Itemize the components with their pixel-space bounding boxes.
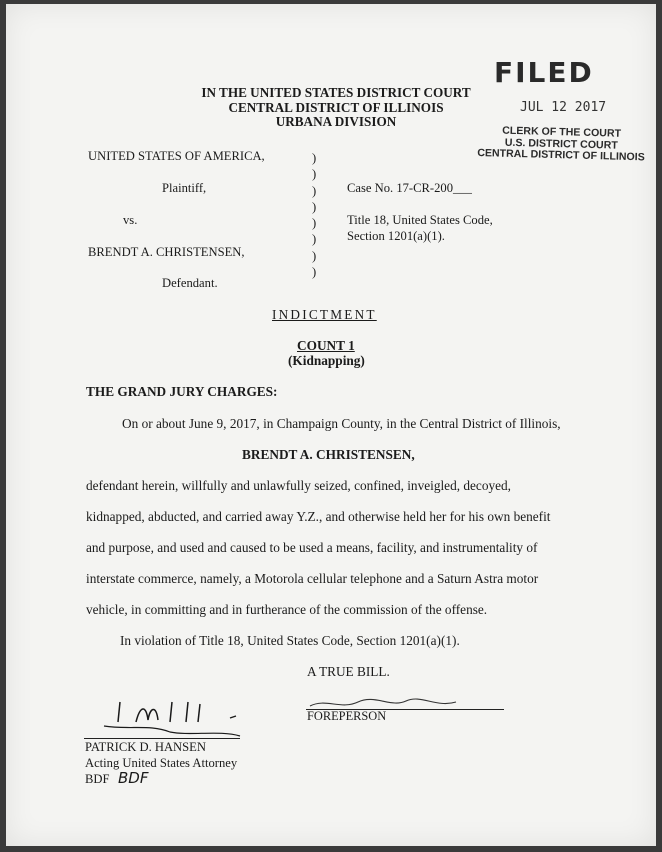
charge-line-1: defendant herein, willfully and unlawfully seized, confined, inveigled, decoyed, (86, 478, 511, 493)
clerk-stamp (477, 125, 645, 164)
handwritten-initials: BDF (118, 769, 149, 787)
paren-5: ) (312, 216, 317, 231)
defendant-name: BRENDT A. CHRISTENSEN, (88, 245, 245, 259)
defendant-role: Defendant. (162, 276, 218, 290)
filed-stamp: FILED (494, 56, 594, 89)
charge-intro: On or about June 9, 2017, in Champaign County, in the Central District of Illinois, (122, 416, 561, 431)
indictment-title: INDICTMENT (272, 307, 377, 322)
statute-line-1: Title 18, United States Code, (347, 213, 493, 227)
charge-line-3: and purpose, and used and caused to be used a means, facility, and instrumentality of (86, 540, 538, 555)
charge-line-2: kidnapped, abducted, and carried away Y.Z., and otherwise held her for his own benefit (86, 509, 551, 524)
versus-label: vs. (123, 213, 138, 227)
typist-initials: BDF (85, 772, 110, 786)
paren-6: ) (312, 232, 317, 247)
clerk-line-3: CENTRAL DISTRICT OF ILLINOIS (477, 146, 645, 164)
paren-4: ) (312, 199, 317, 214)
paren-7: ) (312, 248, 317, 263)
filed-date: JUL 12 2017 (520, 100, 607, 115)
violation-statement: In violation of Title 18, United States Code, Section 1201(a)(1). (120, 633, 460, 648)
charges-heading: THE GRAND JURY CHARGES: (86, 384, 278, 399)
court-header (186, 86, 486, 130)
count-subtitle: (Kidnapping) (288, 353, 365, 368)
paren-2: ) (312, 167, 317, 182)
court-district: CENTRAL DISTRICT OF ILLINOIS (228, 99, 444, 115)
attorney-signature-line (84, 738, 240, 739)
clerk-line-1: CLERK OF THE COURT (502, 124, 622, 140)
charged-defendant: BRENDT A. CHRISTENSEN, (242, 447, 415, 462)
document-page (6, 4, 656, 846)
paren-3: ) (312, 183, 317, 198)
paren-8: ) (312, 265, 317, 280)
attorney-title: Acting United States Attorney (85, 756, 238, 770)
clerk-line-2: U.S. DISTRICT COURT (504, 136, 618, 152)
paren-1: ) (312, 151, 317, 165)
charge-line-5: vehicle, in committing and in furtherance of the commission of the offense. (86, 602, 488, 617)
plaintiff-role: Plaintiff, (162, 181, 207, 195)
court-division: URBANA DIVISION (275, 114, 397, 129)
plaintiff-name: UNITED STATES OF AMERICA, (88, 149, 265, 163)
count-title: COUNT 1 (297, 338, 355, 353)
court-name: IN THE UNITED STATES DISTRICT COURT (201, 85, 471, 100)
attorney-name: PATRICK D. HANSEN (85, 740, 206, 754)
charge-line-4: interstate commerce, namely, a Motorola cellular telephone and a Saturn Astra motor (86, 571, 539, 586)
case-number: Case No. 17-CR-200___ (347, 181, 472, 195)
foreperson-label: FOREPERSON (307, 709, 387, 723)
caption-brackets (312, 150, 316, 280)
true-bill: A TRUE BILL. (307, 664, 390, 679)
statute-line-2: Section 1201(a)(1). (347, 229, 445, 243)
